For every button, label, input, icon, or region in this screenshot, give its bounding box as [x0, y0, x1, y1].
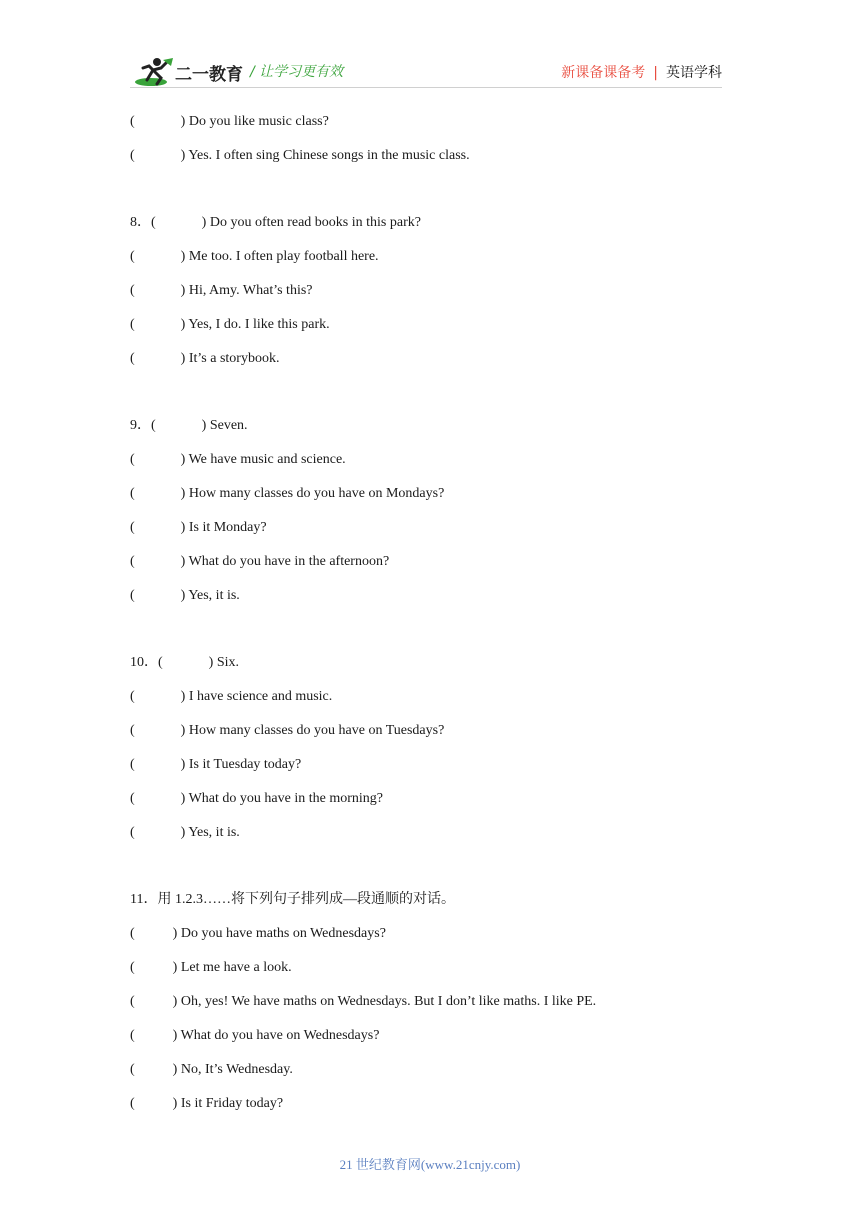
answer-line: ( ) Do you have maths on Wednesdays?	[130, 926, 386, 941]
answer-line: ( ) Oh, yes! We have maths on Wednesdays. But I don’t like maths. I like PE.	[130, 994, 597, 1009]
answer-line: ( ) Yes, I do. I like this park.	[130, 317, 330, 332]
subject-label: 英语学科	[666, 65, 722, 81]
answer-line: ( ) How many classes do you have on Mondays?	[130, 486, 445, 501]
answer-line: ( ) Hi, Amy. What’s this?	[130, 283, 313, 298]
answer-line: ( ) I have science and music.	[130, 689, 333, 704]
brand-name: 二一教育	[175, 65, 243, 85]
answer-line: ( ) Do you like music class?	[130, 114, 329, 129]
answer-line: ( ) It’s a storybook.	[130, 351, 280, 366]
answer-line: ( ) What do you have in the afternoon?	[130, 554, 390, 569]
page-header	[0, 0, 860, 95]
answer-line: ( ) Yes, it is.	[130, 825, 240, 840]
question-9: 9．( ) Seven.	[130, 418, 248, 433]
header-separator: |	[653, 65, 658, 81]
answer-line: ( ) No, It’s Wednesday.	[130, 1062, 293, 1077]
question-11-instruction: 11．用 1.2.3……将下列句子排列成—段通顺的对话。	[130, 892, 455, 907]
question-8: 8．( ) Do you often read books in this park?	[130, 215, 421, 230]
answer-line: ( ) Yes, it is.	[130, 588, 240, 603]
answer-line: ( ) Is it Tuesday today?	[130, 757, 302, 772]
answer-line: ( ) What do you have on Wednesdays?	[130, 1028, 380, 1043]
answer-line: ( ) We have music and science.	[130, 452, 346, 467]
answer-line: ( ) Is it Monday?	[130, 520, 267, 535]
answer-line: ( ) Me too. I often play football here.	[130, 249, 379, 264]
answer-line: ( ) How many classes do you have on Tuesdays?	[130, 723, 445, 738]
slogan: / 让学习更有效	[250, 64, 344, 80]
answer-line: ( ) Is it Friday today?	[130, 1096, 284, 1111]
page-footer[interactable]: 21 世纪教育网(www.21cnjy.com)	[339, 1157, 521, 1172]
brand-logo	[133, 56, 243, 90]
document-body	[130, 112, 730, 1128]
header-title: 新课备课备考	[561, 65, 646, 81]
header-right	[561, 62, 722, 82]
answer-line: ( ) What do you have in the morning?	[130, 791, 383, 806]
answer-line: ( ) Let me have a look.	[130, 960, 292, 975]
header-divider	[130, 87, 722, 88]
question-10: 10．( ) Six.	[130, 655, 240, 670]
answer-line: ( ) Yes. I often sing Chinese songs in the music class.	[130, 148, 470, 163]
